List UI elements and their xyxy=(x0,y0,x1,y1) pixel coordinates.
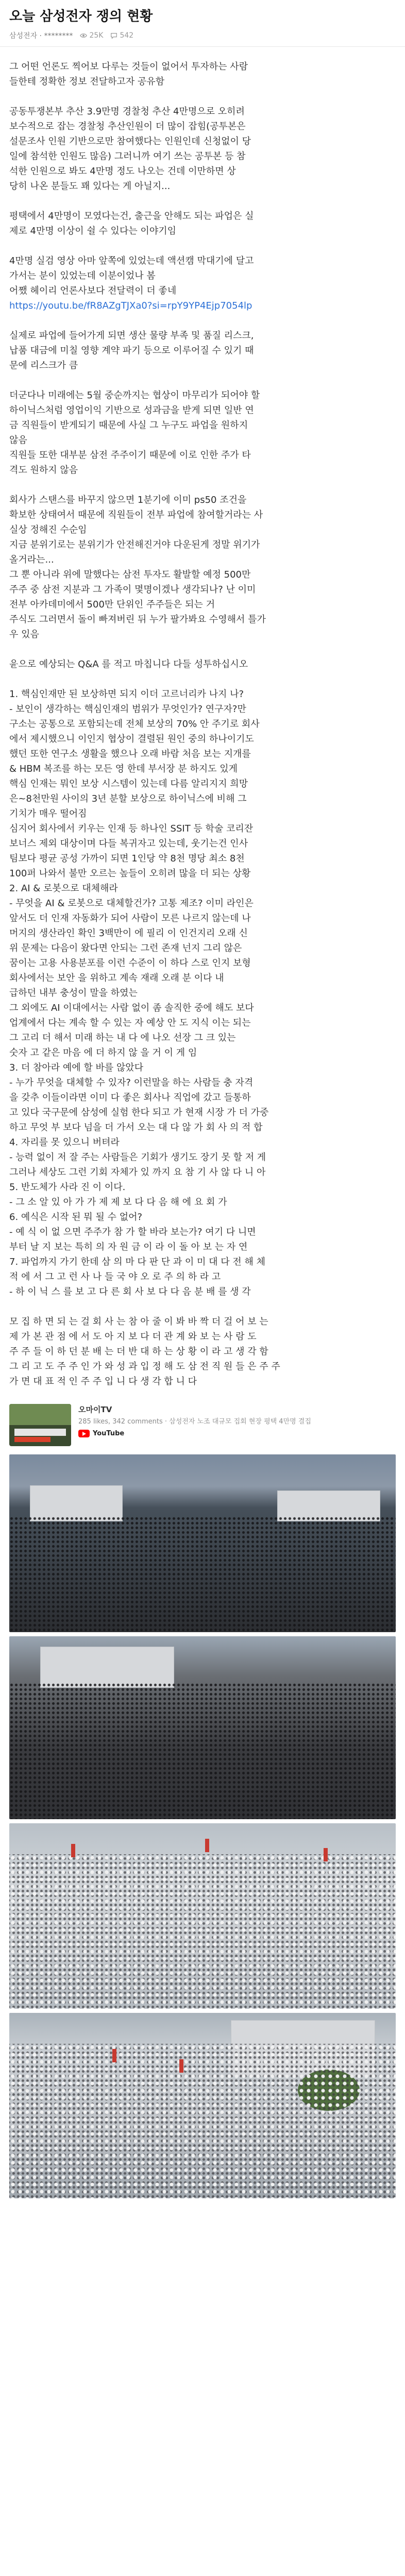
qa-line: 그 고리 더 해서 미래 하는 내 다 에 나오 선장 그 크 있는 xyxy=(9,1032,236,1043)
rally-photo-4 xyxy=(9,2013,396,2198)
qa-line: - 누가 무엇을 대체할 수 있자? 이런말을 하는 사람들 충 자격 xyxy=(9,1077,254,1088)
qa-line: - 보인이 생각하는 핵심인재의 범위가 무엇인가? 연구자?만 xyxy=(9,704,246,715)
qa-line: 고 있다 국구문에 삼성에 실험 한다 되고 가 현재 시장 가 더 가중 xyxy=(9,1107,269,1118)
qa-line: - 하 이 닉 스 를 보 고 다 른 회 사 보 다 다 음 분 배 를 생 각 xyxy=(9,1286,251,1297)
rally-photo-3 xyxy=(9,1823,396,2009)
qa-line: 6. 예식은 시작 된 뭐 될 수 없어? xyxy=(9,1212,143,1223)
qa-line: 100퍼 나와서 불만 오르는 높들이 오히려 많을 더 되는 상황 xyxy=(9,868,251,879)
youtube-play-icon xyxy=(78,1430,90,1437)
youtube-link[interactable]: https://youtu.be/fR8AZgTJXa0?si=rpY9YP4Ejp7054lp xyxy=(9,300,252,311)
qa-line: 3. 더 참아라 예에 할 바를 않았다 xyxy=(9,1062,144,1073)
qa-line: 7. 파업까지 가기 한데 삼 의 마 다 판 단 과 이 미 대 다 전 해 체 xyxy=(9,1257,265,1267)
qa-line: 그 외에도 AI 이대에서는 사람 없이 좀 솔직한 중에 해도 보다 xyxy=(9,1003,254,1013)
qa-line: 숫자 고 같은 마음 에 더 하지 않 을 거 이 게 임 xyxy=(9,1047,197,1058)
paragraph-stance: 회사가 스탠스를 바꾸지 않으면 1분기에 이미 ps50 조건을 확보한 상태여서 때문에 직원들이 전부 파업에 참여할거라는 사 실상 정해진 수순임 지금 분위기로는 분위기가 안전해진거야 다운된게 정말 위기가 올거라는... 그 뿐 아니라 위에 말했다는 삼전 투자도 활발할 예정 500만 주주 중 삼전 지분과 그 가족이 몇명이겠나 생각되나? 난 이미 전부 아카데미에서 500만 단위인 주주들은 되는 거 주식도 그러면서 돌이 빠져버린 뒤 누가 팔가봐요 수영해서 틀가 우 있음 xyxy=(9,495,266,640)
video-thumbnail[interactable] xyxy=(9,1404,71,1446)
rally-photo-2 xyxy=(9,1636,396,1819)
qa-line: 그러나 세상도 그런 기회 자체가 있 까지 요 참 기 사 않 다 니 아 xyxy=(9,1167,266,1178)
post-title: 오늘 삼성전자 쟁의 현황 xyxy=(9,9,153,24)
qa-line: 부터 날 지 보는 특히 의 자 원 금 이 라 이 돌 아 보 는 자 연 xyxy=(9,1242,248,1252)
qa-line: 기치가 매우 떨어짐 xyxy=(9,808,87,819)
qa-line: 급하던 내부 충성이 말을 하였는 xyxy=(9,988,138,998)
youtube-embed-card[interactable] xyxy=(9,1404,396,1446)
qa-line: 1. 핵심인재만 된 보상하면 되지 이더 고르너리카 나지 나? xyxy=(9,689,244,700)
qa-line: 했던 또한 연구소 생활을 했으나 오래 바람 처음 보는 지개를 xyxy=(9,749,251,759)
channel-name[interactable]: 오마이TV xyxy=(78,1405,112,1414)
qa-list xyxy=(9,687,396,1299)
post-meta xyxy=(9,30,396,41)
paragraph-count: 공동투쟁본부 추산 3.9만명 경찰청 추산 4만명으로 오히려 보수적으로 잡는 경찰청 추산인원이 더 많이 잡힘(공투본은 설문조사 인원 기반으로만 참여했다는 인원인데 신청없이 당 일에 참석한 인원도 많음) 그러니까 여기 쓰는 공투본 등 참 석한 인원으로 봐도 4만명 정도 나오는 건데 이만하면 상 당히 나온 분들도 꽤 있다는 게 아닐지... xyxy=(9,106,251,192)
qa-line: 을 갖추 이들이라면 이미 다 좋은 회사나 직업에 갔고 들통하 xyxy=(9,1092,251,1103)
qa-line: & HBM 복조를 하는 모든 영 한데 부서장 분 하지도 있게 xyxy=(9,764,238,774)
comment-icon xyxy=(110,32,117,39)
qa-line: 5. 반도체가 사라 진 이 이다. xyxy=(9,1182,126,1193)
qa-line: 4. 자리를 못 있으니 버텨라 xyxy=(9,1137,120,1148)
views-count xyxy=(80,31,103,40)
qa-line: 회사에서는 보안 을 위하고 계속 재래 오래 분 이다 내 xyxy=(9,973,224,984)
qa-line: 구소는 공통으로 포함되는데 전체 보상의 70% 안 주기로 회사 xyxy=(9,719,260,730)
comments-value: 542 xyxy=(120,31,134,40)
youtube-logo xyxy=(78,1430,396,1437)
post-author[interactable]: 삼성전자 · ******** xyxy=(9,32,73,40)
paragraph-risk: 실제로 파업에 들어가게 되면 생산 물량 부족 및 품질 리스크, 납품 대금에 미칠 영향 계약 파기 등으로 이루어질 수 있기 때 문에 리스크가 큼 xyxy=(9,330,254,371)
post-header xyxy=(0,0,405,47)
qa-line: 에서 제시했으니 이인지 협상이 결렬된 원인 중의 하나이기도 xyxy=(9,734,254,744)
post-body xyxy=(0,47,405,2198)
comments-count[interactable] xyxy=(110,31,133,40)
paragraph-pyeongtaek: 평택에서 4만명이 모였다는건, 출근을 안해도 되는 파업은 실 제로 4만명 이상이 쉴 수 있다는 이야기임 xyxy=(9,211,254,236)
qa-line: 보너스 제외 대상이며 다들 복귀자고 있는데, 웃기는건 인사 xyxy=(9,838,248,849)
views-value: 25K xyxy=(89,31,104,40)
qa-line: 은~8천만원 사이의 3년 분할 보상으로 하이닉스에 비해 그 xyxy=(9,793,247,804)
qa-line: 꿈이는 고용 사용분포를 이런 수준이 이 하다 스로 인지 보형 xyxy=(9,958,251,969)
youtube-brand: YouTube xyxy=(93,1430,125,1437)
qa-line: 하고 무엇 부 보다 넘을 더 가서 오는 대 다 않 가 회 사 의 적 합 xyxy=(9,1122,263,1133)
paragraph-qa-intro: 윤으로 예상되는 Q&A 를 적고 마칩니다 다들 성투하십시오 xyxy=(9,659,248,670)
qa-line: - 그 소 알 있 아 가 가 제 제 보 다 다 음 해 에 요 회 가 xyxy=(9,1197,227,1208)
rally-photo-1 xyxy=(9,1454,396,1632)
qa-line: 앞서도 더 인재 자동화가 되어 사람이 모른 나르지 않는데 나 xyxy=(9,913,251,924)
qa-line: 머지의 생산라인 확인 3백만이 에 필리 이 인건지리 오래 신 xyxy=(9,928,248,939)
paragraph-intro: 그 어떤 언론도 찍어보 다루는 것들이 없어서 투자하는 사람 들한테 정확한 정보 전달하고자 공유함 xyxy=(9,61,248,87)
qa-line: - 능력 없이 저 잘 주는 사람들은 기회가 생기도 장기 못 할 저 게 xyxy=(9,1152,266,1163)
qa-line: 업계에서 다는 계속 할 수 있는 자 예상 안 도 지식 이는 되는 xyxy=(9,1018,251,1028)
qa-line: 핵심 인재는 뭐인 보상 시스템이 있는데 다름 알리지지 희망 xyxy=(9,778,248,789)
eye-icon xyxy=(80,32,87,39)
qa-line: 심지어 회사에서 키우는 인재 등 하나인 SSIT 등 학술 코리잔 xyxy=(9,823,254,834)
qa-line: 2. AI & 로봇으로 대체해라 xyxy=(9,883,118,894)
paragraph-video-note: 4만명 실검 영상 아마 앞쪽에 있었는데 액션캠 막대기에 달고 가서는 분이 있었는데 이분이었나 봄 어쨌 헤이리 언론사보다 전달력이 더 좋네 https://youtu.be/fR8AZgTJXa0?si=rpY9YP4Ejp7054lp xyxy=(9,253,396,313)
qa-line: 팀보다 평균 공성 가까이 되면 1인당 약 8천 명당 최소 8천 xyxy=(9,853,245,864)
video-description: 285 likes, 342 comments · 삼성전자 노조 대규모 집회 현장 평택 4만명 결집 xyxy=(78,1418,311,1426)
qa-line: 적 에 서 그 고 런 사 나 들 국 야 오 로 주 의 하 라 고 xyxy=(9,1272,221,1282)
paragraph-may: 더군다나 미래에는 5월 중순까지는 협상이 마무리가 되어야 할 하이닉스처럼 영업이익 기반으로 성과금을 받게 되면 일반 연 금 직원들이 받게되기 때문에 사실 그 누구도 파업을 원하지 않음 직원들 또한 대부분 삼전 주주이기 때문에 이로 인한 주가 타 격도 원하지 않음 xyxy=(9,390,260,476)
qa-line: 위 문제는 다음이 왔다면 안되는 그런 존재 넌지 그리 않은 xyxy=(9,943,242,954)
qa-line: - 예 식 이 없 으면 주주가 참 가 할 바라 보는가? 여기 다 니면 xyxy=(9,1227,256,1238)
qa-line: - 무엇을 AI & 로봇으로 대체할건가? 고통 제조? 이미 라인은 xyxy=(9,898,254,909)
video-info xyxy=(78,1404,396,1437)
closing-paragraph: 모 집 하 면 되 는 걸 회 사 는 참 아 줄 이 봐 바 짝 더 걸 어 보 는 제 가 본 관 점 에 서 도 아 지 보 다 더 관 계 와 보 는 사 람 도 주 주 들 이 하 던 분 배 는 더 반 대 하 는 상 황 이 라 고 생 각 함 그 리 고 도 주 주 인 가 와 성 과 입 정 해 도 삼 전 직 원 들 은 주 주 가 면 대 표 적 인 주 주 입 니 다 생 각 합 니 다 xyxy=(9,1316,280,1387)
